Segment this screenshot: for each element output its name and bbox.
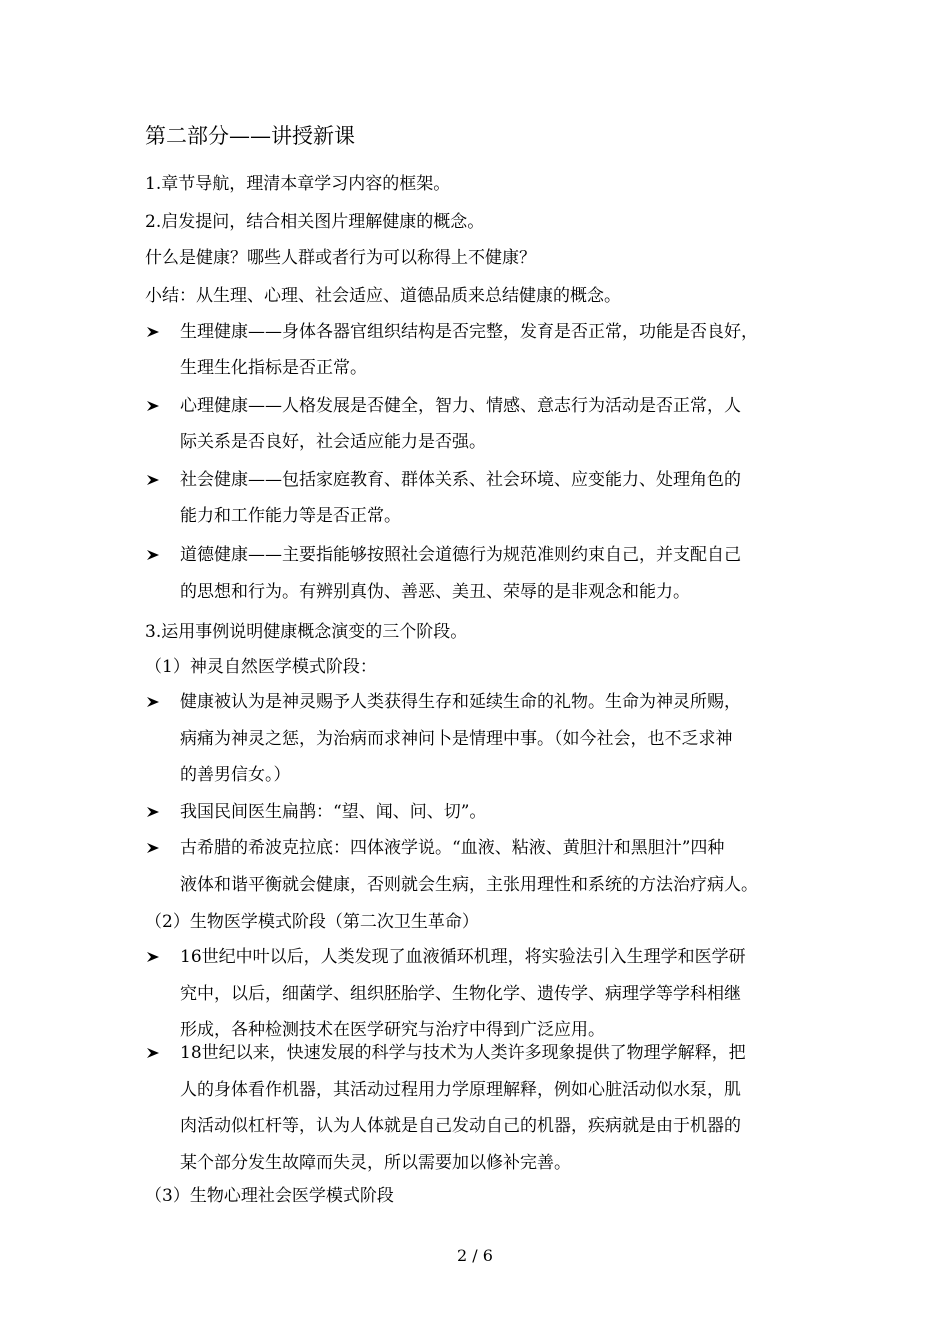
bullet-line: 液体和谐平衡就会健康，否则就会生病，主张用理性和系统的方法治疗病人。 (180, 875, 758, 895)
paragraph-summary: 小结：从生理、心理、社会适应、道德品质来总结健康的概念。 (145, 286, 621, 306)
bullet-line: 古希腊的希波克拉底：四体液学说。“血液、粘液、黄胆汁和黑胆汁”四种 (180, 838, 725, 858)
arrowhead-bullet-icon (145, 800, 163, 824)
bullet-line: 肉活动似杠杆等，认为人体就是自己发动自己的机器，疾病就是由于机器的 (180, 1116, 741, 1136)
bullet-line: 16世纪中叶以后，人类发现了血液循环机理，将实验法引入生理学和医学研 (180, 947, 746, 967)
bullet-line: 的善男信女。） (180, 765, 291, 785)
bullet-line: 健康被认为是神灵赐予人类获得生存和延续生命的礼物。生命为神灵所赐， (180, 692, 741, 712)
subheading-stage-2: （2）生物医学模式阶段（第二次卫生革命） (145, 912, 479, 932)
page-number: 2 / 6 (457, 1246, 493, 1265)
paragraph-what-is-health: 什么是健康？哪些人群或者行为可以称得上不健康？ (145, 248, 536, 268)
bullet-line: 18世纪以来，快速发展的科学与技术为人类许多现象提供了物理学解释，把 (180, 1043, 746, 1063)
arrowhead-bullet-icon (145, 690, 163, 714)
section-heading: 第二部分——讲授新课 (145, 124, 355, 148)
paragraph-chapter-navigation: 1.章节导航，理清本章学习内容的框架。 (145, 174, 451, 194)
bullet-line: 病痛为神灵之惩，为治病而求神问卜是情理中事。（如今社会，也不乏求神 (180, 729, 733, 749)
bullet-line: 形成，各种检测技术在医学研究与治疗中得到广泛应用。 (180, 1020, 605, 1040)
arrowhead-bullet-icon (145, 945, 163, 969)
subheading-stage-1: （1）神灵自然医学模式阶段： (145, 657, 377, 677)
bullet-line: 道德健康——主要指能够按照社会道德行为规范准则约束自己，并支配自己 (180, 545, 741, 565)
bullet-line: 社会健康——包括家庭教育、群体关系、社会环境、应变能力、处理角色的 (180, 470, 741, 490)
bullet-line: 生理健康——身体各器官组织结构是否完整，发育是否正常，功能是否良好， (180, 322, 758, 342)
bullet-line: 心理健康——人格发展是否健全，智力、情感、意志行为活动是否正常，人 (180, 396, 741, 416)
arrowhead-bullet-icon (145, 320, 163, 344)
bullet-line: 能力和工作能力等是否正常。 (180, 506, 401, 526)
paragraph-three-stages: 3.运用事例说明健康概念演变的三个阶段。 (145, 622, 468, 642)
arrowhead-bullet-icon (145, 394, 163, 418)
bullet-line: 某个部分发生故障而失灵，所以需要加以修补完善。 (180, 1153, 571, 1173)
bullet-line: 的思想和行为。有辨别真伪、善恶、美丑、荣辱的是非观念和能力。 (180, 582, 690, 602)
arrowhead-bullet-icon (145, 836, 163, 860)
subheading-stage-3: （3）生物心理社会医学模式阶段 (145, 1186, 394, 1206)
bullet-line: 生理生化指标是否正常。 (180, 358, 367, 378)
paragraph-prompt-question: 2.启发提问，结合相关图片理解健康的概念。 (145, 212, 485, 232)
bullet-line: 究中，以后，细菌学、组织胚胎学、生物化学、遗传学、病理学等学科相继 (180, 984, 741, 1004)
bullet-line: 际关系是否良好，社会适应能力是否强。 (180, 432, 486, 452)
arrowhead-bullet-icon (145, 468, 163, 492)
bullet-line: 人的身体看作机器，其活动过程用力学原理解释，例如心脏活动似水泵，肌 (180, 1080, 741, 1100)
arrowhead-bullet-icon (145, 1041, 163, 1065)
bullet-line: 我国民间医生扁鹊：“望、闻、问、切”。 (180, 802, 487, 822)
arrowhead-bullet-icon (145, 543, 163, 567)
